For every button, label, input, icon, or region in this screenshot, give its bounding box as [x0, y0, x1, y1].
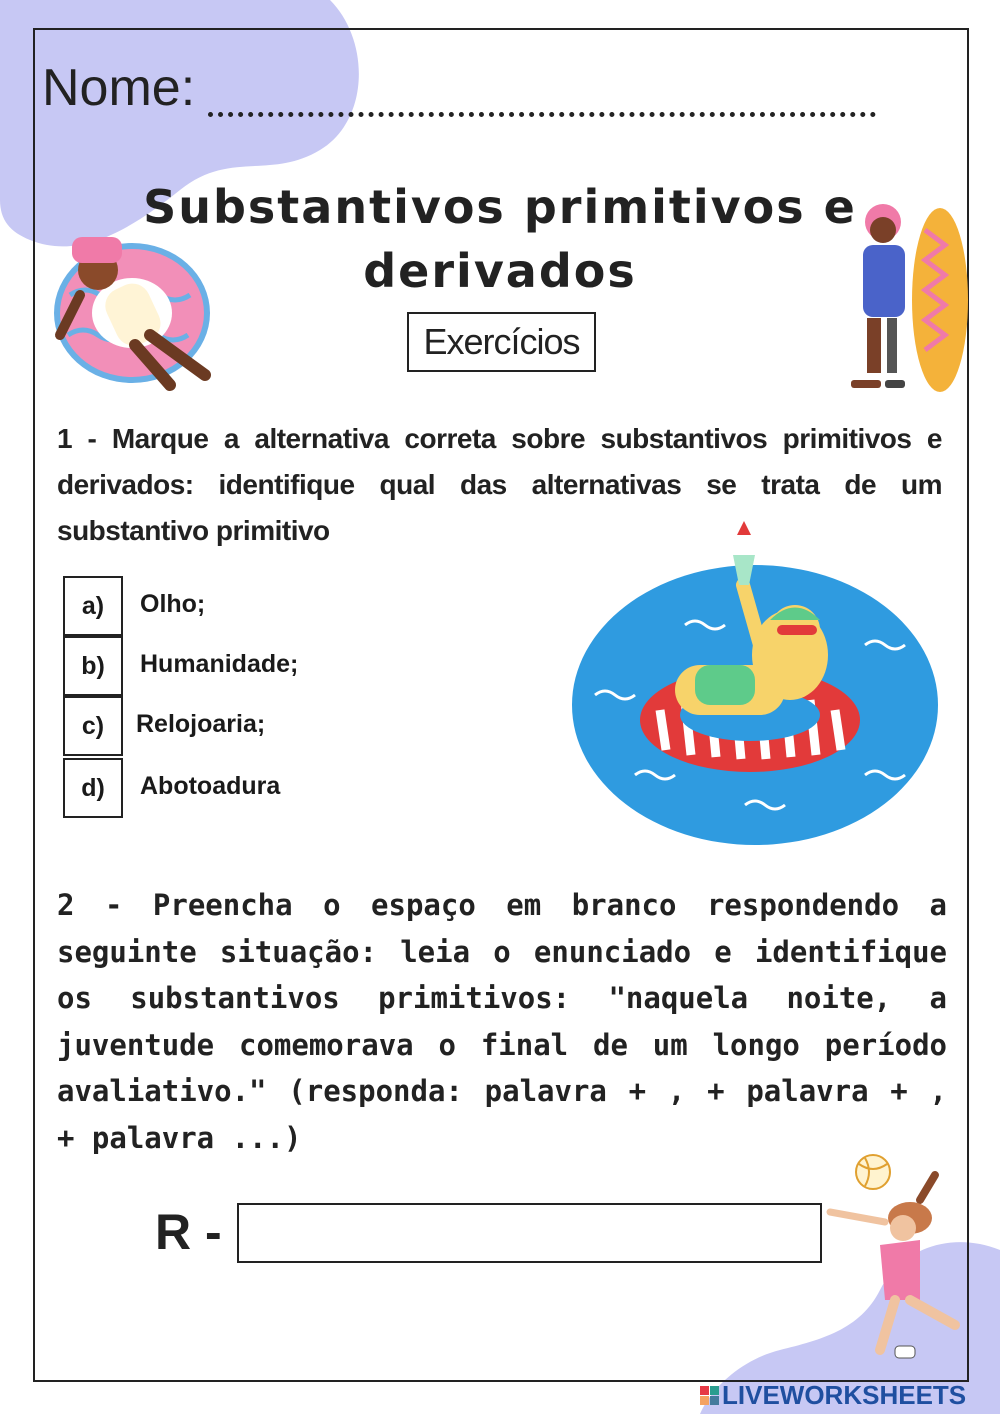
liveworksheets-logo	[700, 1380, 966, 1411]
option-b-label: Humanidade;	[140, 650, 299, 678]
option-a-checkbox[interactable]: a)	[63, 576, 123, 636]
answer-label: R -	[155, 1204, 222, 1260]
option-d[interactable]	[63, 758, 463, 818]
option-c-label: Relojoaria;	[136, 710, 266, 738]
answer-input[interactable]	[237, 1203, 822, 1263]
float-woman-illustration	[40, 225, 220, 395]
option-d-checkbox[interactable]: d)	[63, 758, 123, 818]
name-input-line[interactable]	[208, 112, 876, 117]
option-c-checkbox[interactable]: c)	[63, 696, 123, 756]
option-a-label: Olho;	[140, 590, 206, 618]
title-line-1: Substantivos primitivos e	[143, 180, 857, 234]
question-1-text: 1 - Marque a alternativa correta sobre substantivos primitivos e derivados: identifique qual das alternativas se trata de um substantivo primitivo	[57, 423, 942, 546]
surfer-illustration	[845, 200, 970, 395]
volleyball-player-illustration	[825, 1150, 970, 1380]
logo-text: LIVEWORKSHEETS	[722, 1380, 967, 1410]
option-b[interactable]	[63, 636, 463, 696]
logo-mark-icon	[700, 1386, 719, 1405]
option-d-label: Abotoadura	[140, 772, 281, 800]
page-title	[120, 175, 880, 303]
question-2-text: 2 - Preencha o espaço em branco respondendo a seguinte situação: leia o enunciado e identifique os substantivos primitivos: "naquela noite, a juventude comemorava o final de um longo período avaliativo." (responda: palavra + , + palavra + , + palavra ...)	[57, 888, 947, 1155]
subtitle-box: Exercícios	[407, 312, 596, 372]
option-c[interactable]	[63, 696, 463, 756]
option-b-checkbox[interactable]: b)	[63, 636, 123, 696]
name-label: Nome:	[42, 59, 196, 117]
option-a[interactable]	[63, 576, 463, 636]
title-line-2: derivados	[363, 244, 637, 298]
pool-float-illustration	[565, 515, 945, 850]
